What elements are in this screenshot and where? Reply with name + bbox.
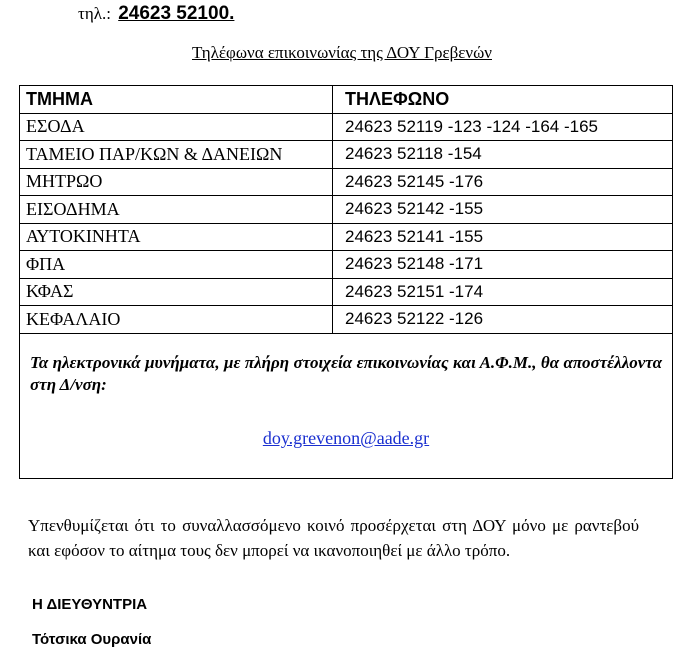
appointment-reminder: Υπενθυμίζεται ότι το συναλλασσόμενο κοινό προσέρχεται στη ΔΟΥ μόνο με ραντεβού και εφόσον το αίτημα τους δεν μπορεί να ικανοποιηθεί με άλλο τρόπο. — [28, 516, 639, 560]
main-phone-line — [78, 3, 234, 25]
phone-label: τηλ.: — [78, 4, 111, 23]
main-phone-number: 24623 52100. — [118, 3, 235, 24]
email-link[interactable]: doy.grevenon@aade.gr — [262, 428, 430, 448]
signature-name: Τότσικα Ουρανία — [32, 631, 152, 648]
department-phone: 24623 52119 -123 -124 -164 -165 — [333, 113, 673, 141]
column-header-department: ΤΜΗΜΑ — [20, 86, 333, 114]
department-phone: 24623 52141 -155 — [333, 223, 673, 251]
contacts-caption: Τηλέφωνα επικοινωνίας της ΔΟΥ Γρεβενών — [192, 43, 492, 62]
table-header-row — [20, 86, 673, 114]
department-phone: 24623 52122 -126 — [333, 306, 673, 334]
department-name: ΤΑΜΕΙΟ ΠΑΡ/ΚΩΝ & ΔΑΝΕΙΩΝ — [20, 141, 333, 169]
department-name: ΑΥΤΟΚΙΝΗΤΑ — [20, 223, 333, 251]
department-phone-table — [19, 85, 673, 334]
table-row — [20, 168, 673, 196]
signature-title: Η ΔΙΕΥΘΥΝΤΡΙΑ — [32, 596, 148, 613]
table-row — [20, 251, 673, 279]
department-phone: 24623 52145 -176 — [333, 168, 673, 196]
table-row — [20, 141, 673, 169]
column-header-phone: ΤΗΛΕΦΩΝΟ — [333, 86, 673, 114]
table-row — [20, 223, 673, 251]
contacts-box — [19, 85, 673, 479]
email-instructions: Τα ηλεκτρονικά μυνήματα, με πλήρη στοιχεία επικοινωνίας και Α.Φ.Μ., θα αποστέλλοντα στη Δ/νση: — [30, 353, 662, 394]
department-phone: 24623 52148 -171 — [333, 251, 673, 279]
department-name: ΚΕΦΑΛΑΙΟ — [20, 306, 333, 334]
department-name: ΕΣΟΔΑ — [20, 113, 333, 141]
department-name: ΚΦΑΣ — [20, 278, 333, 306]
department-phone: 24623 52142 -155 — [333, 196, 673, 224]
department-name: ΦΠΑ — [20, 251, 333, 279]
table-row — [20, 113, 673, 141]
table-row — [20, 306, 673, 334]
department-name: ΜΗΤΡΩΟ — [20, 168, 333, 196]
table-row — [20, 278, 673, 306]
department-name: ΕΙΣΟΔΗΜΑ — [20, 196, 333, 224]
table-row — [20, 196, 673, 224]
department-phone: 24623 52118 -154 — [333, 141, 673, 169]
department-phone: 24623 52151 -174 — [333, 278, 673, 306]
